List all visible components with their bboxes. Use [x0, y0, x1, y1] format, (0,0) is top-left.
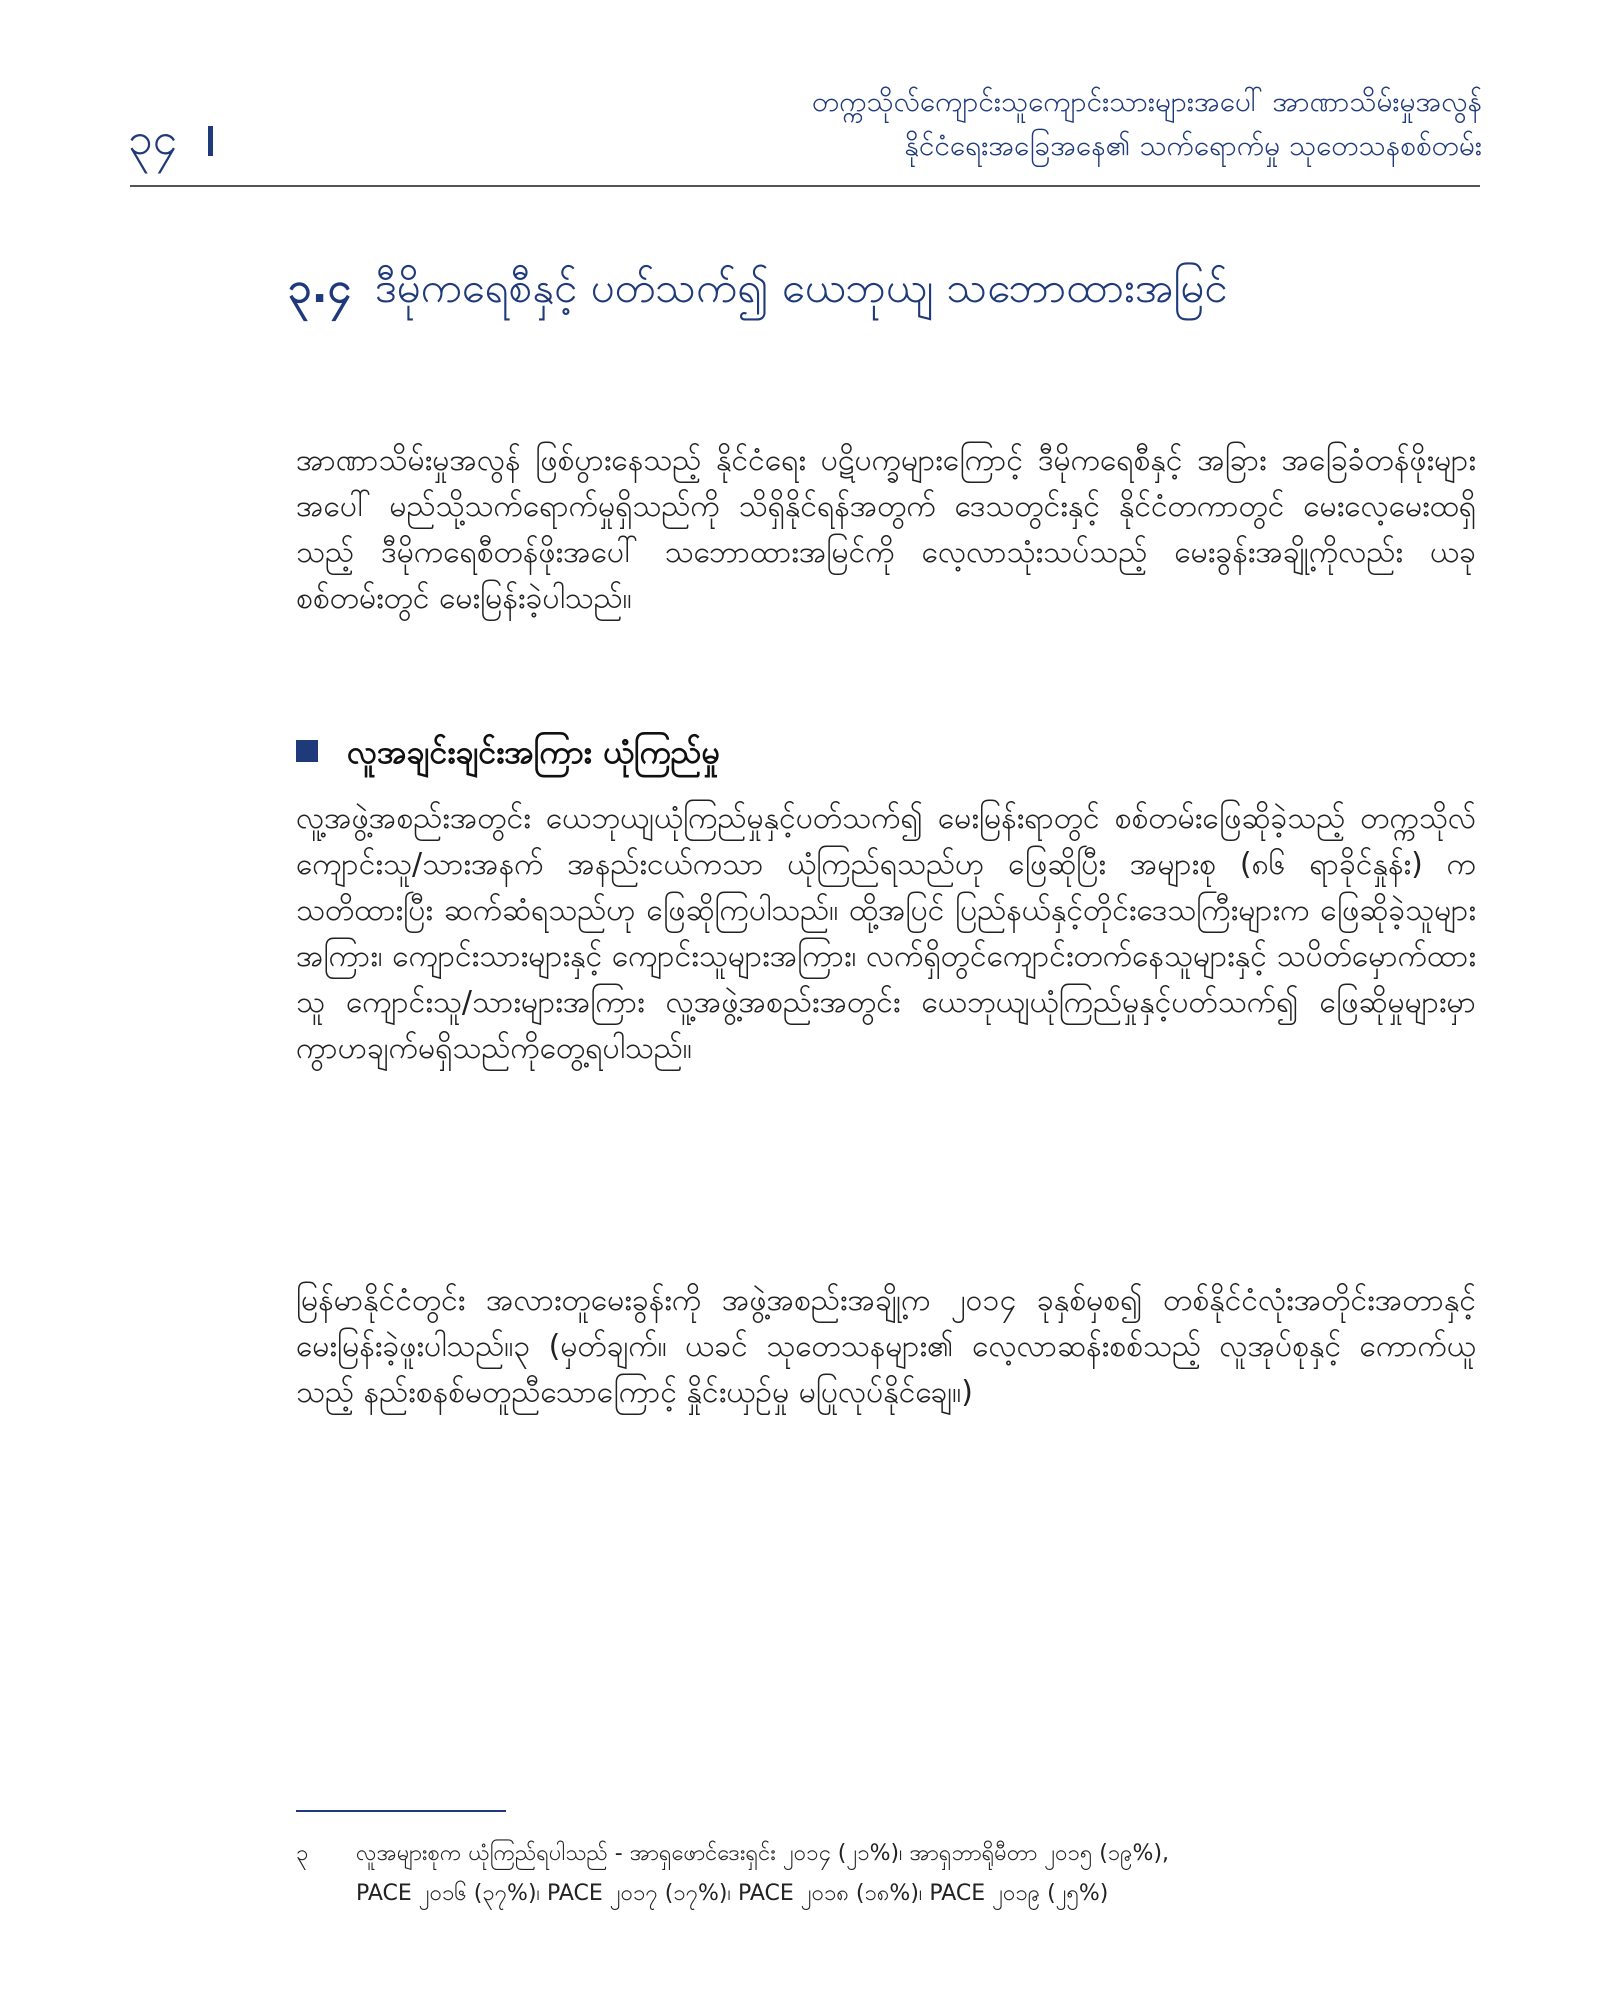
square-bullet-icon	[296, 740, 318, 762]
intro-paragraph	[296, 438, 1476, 622]
footnote-marker: ၃	[296, 1841, 309, 1866]
running-header-line-2: နိုင်ငံရေးအခြေအနေ၏ သက်ရောက်မှု သုတေသနစစ်တမ်း	[904, 129, 1482, 162]
footnote-rule	[296, 1810, 506, 1812]
footnote-line-2: PACE ၂၀၁၆ (၃၇%)၊ PACE ၂၀၁၇ (၁၇%)၊ PACE ၂၀၁၈ (၁၈%)၊ PACE ၂၀၁၉ (၂၅%)	[356, 1881, 1109, 1906]
subheading-trust	[296, 728, 720, 776]
footnote	[296, 1834, 1476, 1914]
subheading-label: လူအချင်းချင်းအကြား ယုံကြည်မှု	[347, 733, 720, 771]
running-header-line-1: တက္ကသိုလ်ကျောင်းသူကျောင်းသားများအပေါ် အာဏာသိမ်းမှုအလွန်	[811, 85, 1482, 118]
running-header	[582, 80, 1482, 168]
header-rule	[130, 185, 1480, 187]
comparison-paragraph-text: မြန်မာနိုင်ငံတွင်း အလားတူမေးခွန်းကို အဖွဲ့အစည်းအချို့က ၂၀၁၄ ခုနှစ်မှစ၍ တစ်နိုင်ငံလုံးအတိုင်းအတာနှင့် မေးမြန်းခဲ့ဖူးပါသည်။၃ (မှတ်ချက်။ ယခင် သုတေသနများ၏ လေ့လာဆန်းစစ်သည့် လူအုပ်စုနှင့် ကောက်ယူသည့် နည်းစနစ်မတူညီသောကြောင့် နှိုင်းယှဉ်မှု မပြုလုပ်နိုင်ချေ။)	[296, 1283, 1476, 1410]
section-title	[288, 258, 1388, 318]
section-title-text: ဒီမိုကရေစီနှင့် ပတ်သက်၍ ယေဘုယျ သဘောထားအမြင်	[374, 263, 1228, 312]
page-number: ၃၄	[128, 114, 178, 165]
page-number-divider	[208, 126, 213, 156]
trust-paragraph-text: လူ့အဖွဲ့အစည်းအတွင်း ယေဘုယျယုံကြည်မှုနှင့်ပတ်သက်၍ မေးမြန်းရာတွင် စစ်တမ်းဖြေဆိုခဲ့သည့် တက္ကသိုလ်ကျောင်းသူ/သားအနက် အနည်းငယ်ကသာ ယုံကြည်ရသည်ဟု ဖြေဆိုပြီး အများစု (၈၆ ရာခိုင်နှုန်း) က သတိထားပြီး ဆက်ဆံရသည်ဟု ဖြေဆိုကြပါသည်။ ထို့အပြင် ပြည်နယ်နှင့်တိုင်းဒေသကြီးများက ဖြေဆိုခဲ့သူများအကြား၊ ကျောင်းသားများနှင့် ကျောင်းသူများအကြား၊ လက်ရှိတွင်ကျောင်းတက်နေသူများနှင့် သပိတ်မှောက်ထားသူ ကျောင်းသူ/သားများအကြား လူ့အဖွဲ့အစည်းအတွင်း ယေဘုယျယုံကြည်မှုနှင့်ပတ်သက်၍ ဖြေဆိုမှုများမှာ ကွာဟချက်မရှိသည်ကိုတွေ့ရပါသည်။	[296, 801, 1476, 1066]
footnote-body	[356, 1834, 1476, 1914]
section-number: ၃.၄	[288, 263, 352, 312]
trust-paragraph	[296, 796, 1476, 1072]
comparison-paragraph	[296, 1278, 1476, 1416]
footnote-line-1: လူအများစုက ယုံကြည်ရပါသည် - အာရှဖောင်ဒေးရှင်း ၂၀၁၄ (၂၁%)၊ အာရှဘာရိုမီတာ ၂၀၁၅ (၁၉%),	[356, 1841, 1170, 1866]
intro-paragraph-text: အာဏာသိမ်းမှုအလွန် ဖြစ်ပွားနေသည့် နိုင်ငံရေး ပဋိပက္ခများကြောင့် ဒီမိုကရေစီနှင့် အခြား အခြေခံတန်ဖိုးများအပေါ် မည်သို့သက်ရောက်မှုရှိသည်ကို သိရှိနိုင်ရန်အတွက် ဒေသတွင်းနှင့် နိုင်ငံတကာတွင် မေးလေ့မေးထရှိသည့် ဒီမိုကရေစီတန်ဖိုးအပေါ် သဘောထားအမြင်ကို လေ့လာသုံးသပ်သည့် မေးခွန်းအချို့ကိုလည်း ယခုစစ်တမ်းတွင် မေးမြန်းခဲ့ပါသည်။	[296, 443, 1476, 616]
